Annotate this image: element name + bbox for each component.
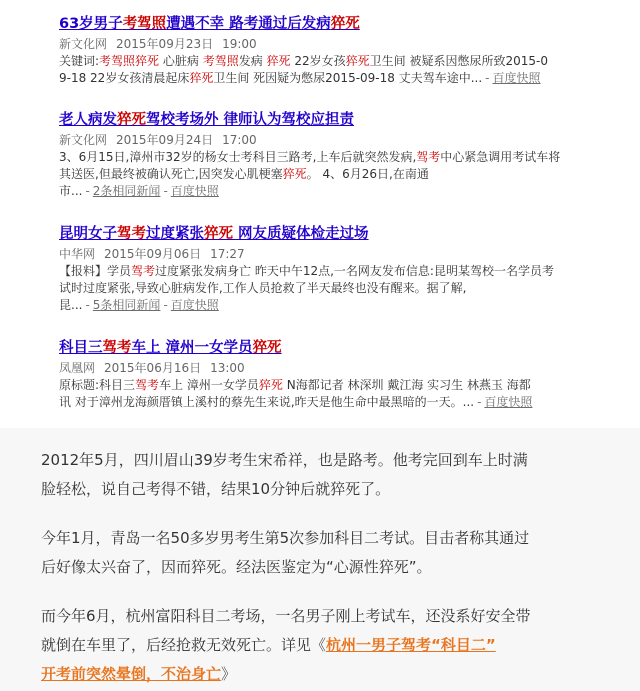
text-segment: 后好像太兴奋了，因而猝死。经法医鉴定为“心源性猝死”。	[41, 558, 432, 576]
result-snippet-line	[59, 149, 619, 166]
title-segment: 车上 漳州一女学员	[131, 340, 253, 356]
result-time: 17:00	[222, 133, 257, 147]
separator: -	[85, 298, 90, 312]
title-segment: 老人病发	[59, 112, 117, 128]
related-news-link[interactable]: 2条相同新闻	[92, 184, 161, 198]
article-paragraph	[41, 446, 616, 504]
snippet-segment: 关键词:	[59, 54, 100, 68]
search-result	[59, 14, 619, 87]
snippet-segment: N海都记者 林深圳 戴江海 实习生 林燕玉 海都	[282, 378, 531, 392]
text-segment: 就倒在车里了，后经抢救无效死亡。详见《	[41, 636, 327, 654]
article-link[interactable]: 杭州一男子驾考“科目二”	[326, 636, 496, 654]
snippet-segment: 22岁女孩	[290, 54, 346, 68]
title-segment: 猝死	[204, 226, 233, 242]
snippet-segment: 市...	[59, 184, 83, 198]
paragraph-line	[41, 553, 616, 582]
result-snippet-line	[59, 394, 619, 411]
title-segment: 网友质疑体检走过场	[233, 226, 369, 242]
title-segment: 科目三	[59, 340, 103, 356]
result-time: 19:00	[222, 37, 257, 51]
snippet-segment: 猝死	[258, 378, 283, 392]
result-snippet-line	[59, 53, 619, 70]
search-result	[59, 224, 619, 314]
title-segment: 过度紧张	[146, 226, 204, 242]
result-title-link[interactable]	[59, 338, 619, 358]
snippet-segment: 考驾照	[202, 54, 239, 68]
title-segment: 猝死	[330, 16, 360, 32]
search-result	[59, 110, 619, 200]
text-segment: 今年1月，青岛一名50多岁男考生第5次参加科目二考试。目击者称其通过	[41, 529, 530, 547]
result-title-link[interactable]	[59, 110, 619, 130]
snippet-segment: 驾考	[135, 378, 160, 392]
title-segment: 驾考	[102, 340, 132, 356]
result-source: 新文化网	[59, 37, 108, 51]
paragraph-line	[41, 475, 616, 504]
search-result	[59, 338, 619, 411]
snippet-segment: 驾考	[416, 150, 441, 164]
related-news-link[interactable]: 5条相同新闻	[92, 298, 161, 312]
separator: -	[163, 298, 168, 312]
snippet-segment: 考驾照猝死	[99, 54, 160, 68]
result-time: 17:27	[210, 247, 245, 261]
title-segment: 遭遇不幸 路考通过后发病	[166, 16, 331, 32]
separator: -	[163, 184, 168, 198]
text-segment: 脸轻松，说自己考得不错，结果10分钟后就猝死了。	[41, 480, 391, 498]
snippet-segment: 中心紧急调用考试车将	[440, 150, 561, 164]
result-snippet-line	[59, 70, 619, 87]
cache-link[interactable]: 百度快照	[170, 298, 219, 312]
result-meta	[59, 246, 619, 263]
snippet-segment: 过度紧张发病身亡 昨天中午12点,一名网友发布信息:昆明某驾校一名学员考	[155, 264, 554, 278]
snippet-segment: 昆...	[59, 298, 83, 312]
title-segment: 猝死	[252, 340, 282, 356]
result-snippet-line	[59, 263, 619, 280]
paragraph-line	[41, 446, 616, 475]
cache-link[interactable]: 百度快照	[484, 395, 533, 409]
title-segment: 昆明女子	[59, 226, 117, 242]
article-paragraph	[41, 602, 616, 689]
result-date: 2015年09月06日	[104, 247, 202, 261]
snippet-segment: 发病	[238, 54, 267, 68]
snippet-segment: 卫生间 被疑系因憋尿所致2015-0	[369, 54, 548, 68]
text-segment: 而今年6月，杭州富阳科目二考场，一名男子刚上考试车，还没系好安全带	[41, 607, 531, 625]
text-segment: 》	[221, 665, 237, 683]
paragraph-line	[41, 602, 616, 631]
snippet-segment: 【报料】学员	[59, 264, 132, 278]
snippet-segment: 猝死	[345, 54, 370, 68]
article-body	[0, 428, 640, 691]
result-time: 13:00	[210, 361, 245, 375]
result-meta	[59, 132, 619, 149]
separator: -	[85, 184, 90, 198]
snippet-segment: 驾考	[131, 264, 156, 278]
snippet-segment: 其送医,但最终被确认死亡,因突发心肌梗塞	[59, 167, 283, 181]
snippet-segment: 讯 对于漳州龙海颜厝镇上溪村的蔡先生来说,昨天是他生命中最黑暗的一天。...	[59, 395, 475, 409]
snippet-segment: 试时过度紧张,导致心脏病发作,工作人员抢救了半天最终也没有醒来。据了解,	[59, 281, 467, 295]
result-meta	[59, 36, 619, 53]
snippet-segment: 猝死	[266, 54, 291, 68]
title-segment: 驾考	[117, 226, 146, 242]
article-link[interactable]: 开考前突然晕倒，不治身亡	[41, 665, 222, 683]
result-source: 新文化网	[59, 133, 108, 147]
title-segment: 63岁男子	[59, 16, 123, 32]
paragraph-line	[41, 524, 616, 553]
snippet-segment: 卫生间 死因疑为憋尿2015-09-18 丈夫驾车途中...	[213, 71, 483, 85]
snippet-segment: 原标题:科目三	[59, 378, 136, 392]
text-segment: 2012年5月，四川眉山39岁考生宋希祥，也是路考。他考完回到车上时满	[41, 451, 528, 469]
cache-link[interactable]: 百度快照	[492, 71, 541, 85]
snippet-segment: 猝死	[189, 71, 214, 85]
result-snippet-line	[59, 183, 619, 200]
result-source: 中华网	[59, 247, 96, 261]
result-date: 2015年09月23日	[116, 37, 214, 51]
snippet-segment: 车上 漳州一女学员	[159, 378, 259, 392]
snippet-segment: 3、6月15日,漳州市32岁的杨女士考科目三路考,上车后就突然发病,	[59, 150, 417, 164]
title-segment: 猝死	[117, 112, 146, 128]
title-segment: 驾校考场外 律师认为驾校应担责	[146, 112, 355, 128]
snippet-segment: 9-18 22岁女孩清晨起床	[59, 71, 190, 85]
article-paragraph	[41, 524, 616, 582]
result-source: 凤凰网	[59, 361, 96, 375]
paragraph-line	[41, 660, 616, 689]
separator: -	[485, 71, 490, 85]
title-segment: 考驾照	[122, 16, 167, 32]
result-title-link[interactable]	[59, 224, 619, 244]
separator: -	[477, 395, 482, 409]
snippet-segment: 心脏病	[159, 54, 203, 68]
snippet-segment: 。 4、6月26日,在南通	[306, 167, 429, 181]
result-snippet-line	[59, 377, 619, 394]
result-snippet-line	[59, 297, 619, 314]
result-title-link[interactable]	[59, 14, 619, 34]
result-date: 2015年09月24日	[116, 133, 214, 147]
cache-link[interactable]: 百度快照	[170, 184, 219, 198]
result-snippet-line	[59, 166, 619, 183]
result-date: 2015年06月16日	[104, 361, 202, 375]
result-meta	[59, 360, 619, 377]
result-snippet-line	[59, 280, 619, 297]
paragraph-line	[41, 631, 616, 660]
snippet-segment: 猝死	[282, 167, 307, 181]
